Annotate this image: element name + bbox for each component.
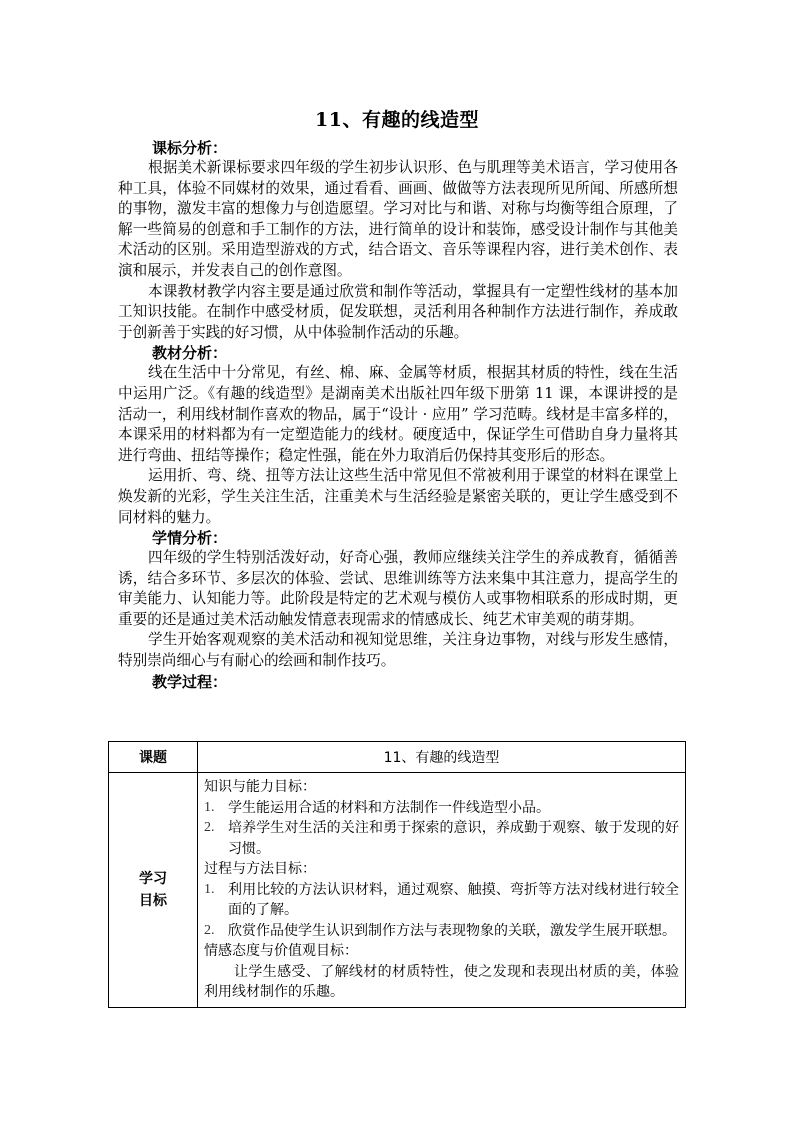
goals-label-cell — [109, 773, 198, 1008]
table-row-goals — [109, 773, 686, 1008]
list-item-number: 1. — [204, 799, 215, 815]
knowledge-goals-title: 知识与能力目标： — [204, 779, 316, 795]
list-item-number: 2. — [204, 922, 215, 938]
list-item — [204, 798, 679, 819]
topic-label: 课题 — [139, 750, 167, 766]
goals-label-line: 目标 — [139, 892, 167, 909]
list-item-number: 2. — [204, 820, 215, 835]
goals-body — [198, 773, 685, 1007]
emotion-goals-title: 情感态度与价值观目标： — [204, 943, 358, 959]
paragraph: 学生开始客观观察的美术活动和视知觉思维，关注身边事物，对线与形发生感情，特别崇尚细心与有耐心的绘画和制作技巧。 — [118, 631, 678, 670]
list-item-text: 培养学生对生活的关注和勇于探索的意识，养成勤于观察、敏于发现的好习惯。 — [228, 820, 679, 857]
topic-value: 11、有趣的线造型 — [383, 750, 500, 766]
section-heading-textbook: 教材分析： — [152, 344, 228, 363]
lesson-table-wrapper — [108, 741, 686, 1008]
section-heading-curriculum: 课标分析： — [152, 139, 228, 157]
section-heading-students: 学情分析： — [152, 529, 228, 548]
goals-content-cell — [198, 773, 686, 1008]
list-item — [204, 818, 679, 859]
paragraph: 本课教材教学内容主要是通过欣赏和制作等活动，掌握具有一定塑性线材的基本加工知识技能。在制作中感受材质，促发联想，灵活利用各种制作方法进行制作，养成敢于创新善于实践的好习惯，从中体验制作活动的乐趣。 — [118, 282, 678, 341]
table-row-topic — [109, 742, 686, 773]
topic-label-cell — [109, 742, 198, 773]
document-body — [118, 138, 678, 692]
list-item — [204, 921, 679, 942]
list-item-number: 1. — [204, 881, 215, 897]
process-goals-title: 过程与方法目标： — [204, 861, 316, 877]
list-item-text: 欣赏作品使学生认识到制作方法与表现物象的关联，激发学生展开联想。 — [228, 922, 676, 939]
emotion-goals-text: 让学生感受、了解线材的材质特性，使之发现和表现出材质的美，体验利用线材制作的乐趣。 — [204, 963, 679, 1000]
paragraph: 运用折、弯、绕、扭等方法让这些生活中常见但不常被利用于课堂的材料在课堂上焕发新的光彩，学生关注生活，注重美术与生活经验是紧密关联的，更让学生感受到不同材料的魅力。 — [118, 467, 678, 526]
list-item — [204, 880, 679, 921]
goals-label-line: 学习 — [139, 870, 167, 887]
list-item-text: 利用比较的方法认识材料，通过观察、触摸、弯折等方法对线材进行较全面的了解。 — [228, 881, 679, 918]
paragraph: 四年级的学生特别活泼好动，好奇心强，教师应继续关注学生的养成教育，循循善诱，结合多环节、多层次的体验、尝试、思维训练等方法来集中其注意力，提高学生的审美能力、认知能力等。此阶段是特定的艺术观与模仿人或事物相联系的形成时期，更重要的还是通过美术活动触发情意表现需求的情感成长、纯艺术审美观的萌芽期。 — [118, 549, 678, 628]
list-item-text: 学生能运用合适的材料和方法制作一件线造型小品。 — [228, 799, 550, 816]
document-title: 11、有趣的线造型 — [315, 109, 479, 131]
topic-value-cell — [198, 742, 686, 773]
paragraph: 根据美术新课标要求四年级的学生初步认识形、色与肌理等美术语言，学习使用各种工具，体验不同媒材的效果，通过看看、画画、做做等方法表现所见所闻、所感所想的事物，激发丰富的想像力与创造愿望。学习对比与和谐、对称与均衡等组合原理，了解一些简易的创意和手工制作的方法，进行简单的设计和装饰，感受设计制作与其他美术活动的区别。采用造型游戏的方式，结合语文、音乐等课程内容，进行美术创作、表演和展示，并发表自己的创作意图。 — [118, 159, 678, 279]
lesson-table — [108, 741, 686, 1008]
section-heading-process: 教学过程： — [152, 672, 228, 691]
paragraph: 线在生活中十分常见，有丝、棉、麻、金属等材质，根据其材质的特性，线在生活中运用广泛。《有趣的线造型》是湖南美术出版社四年级下册第 11 课，本课讲授的是活动一，利用线材制作喜欢的物品，属于“设计 · 应用” 学习范畴。线材是丰富多样的，本课采用的材料都为有一定塑造能力的线材。硬度适中，保证学生可借助自身力量将其进行弯曲、扭结等操作；稳定性强，能在外力取消后仍保持其变形后的形态。 — [118, 364, 678, 464]
